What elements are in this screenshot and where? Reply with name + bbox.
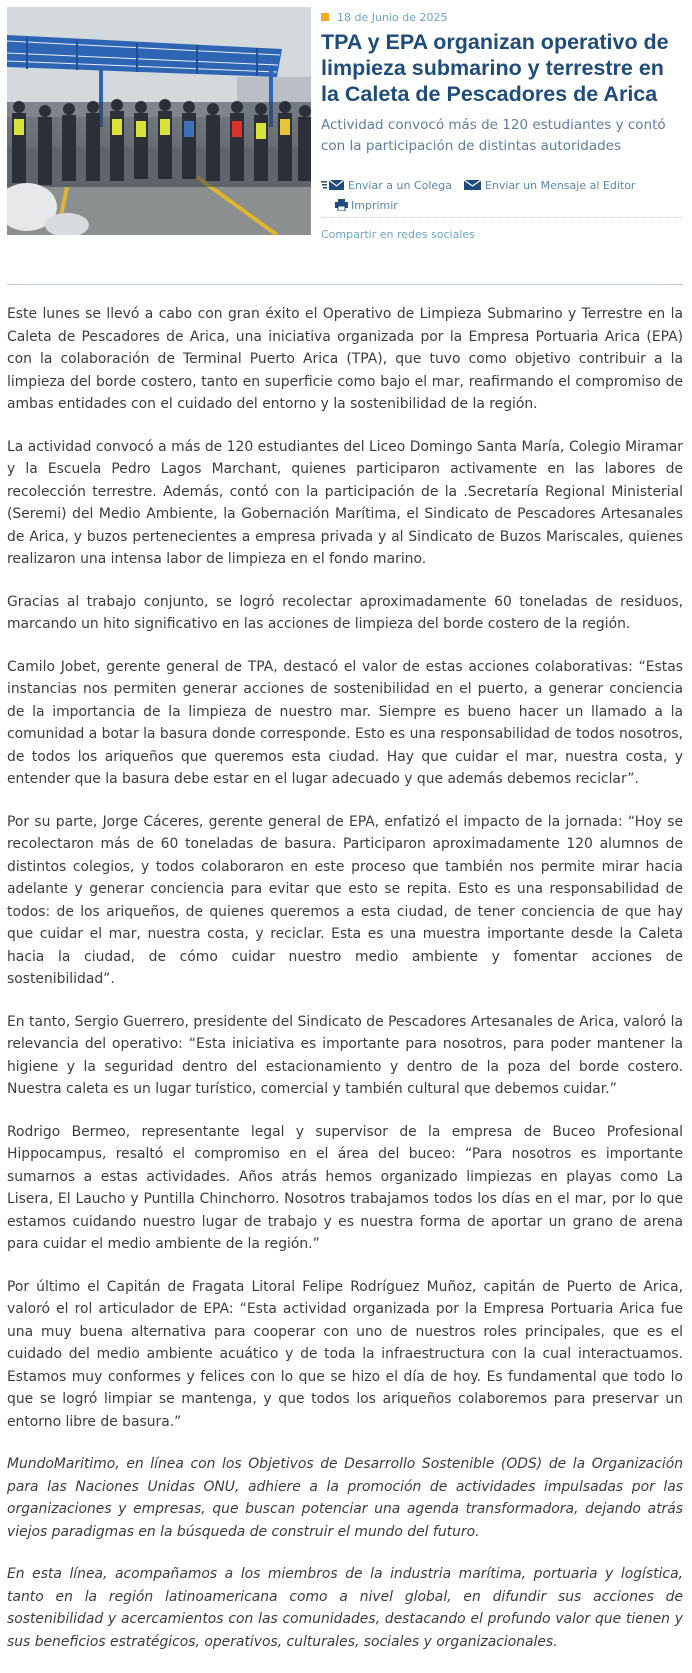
paragraph: Por su parte, Jorge Cáceres, gerente general de EPA, enfatizó el impacto de la jornada: “Hoy se recolectaron más de 60 toneladas de basura. Participaron aproximadamente 120 alumnos de distintos colegios, y todos colaboraron en este proceso que también nos permite mirar hacia adelante y generar conciencia para evitar que esto se repita. Esto es una responsabilidad de todos: de los ariqueños, de quienes queremos a esta ciudad, de tener conciencia de que hay que cuidar el mar, nuestra costa, y reciclar. Esta es una muestra importante desde la Caleta hacia la ciudad, de cómo cuidar nuestro medio ambiente y fomentar acciones de sostenibilidad”. [7, 813, 683, 987]
date-marker-icon [321, 13, 329, 21]
send-editor-link[interactable] [464, 179, 636, 192]
actions-divider [321, 217, 683, 218]
envelope-icon [464, 179, 482, 191]
date-row [321, 7, 683, 27]
article-header [7, 7, 683, 257]
action-row-1 [321, 175, 683, 195]
print-link[interactable] [335, 199, 398, 212]
share-social-link[interactable]: Compartir en redes sociales [321, 228, 475, 241]
print-label: Imprimir [351, 198, 398, 212]
article-body [7, 303, 683, 1673]
action-row-2 [321, 195, 683, 215]
paragraph: La actividad convocó a más de 120 estudiantes del Liceo Domingo Santa María, Colegio Miramar y la Escuela Pedro Lagos Marchant, quienes participaron activamente en las labores de recolección terrestre. Además, contó con la participación de la .Secretaría Regional Ministerial (Seremi) del Medio Ambiente, la Gobernación Marítima, el Sindicato de Pescadores Artesanales de Arica, y buzos pertenecientes a empresa privada y al Sindicato de Buzos Mariscales, quienes realizaron una intensa labor de limpieza en el fondo marino. [7, 438, 683, 567]
paragraph-italic: MundoMaritimo, en línea con los Objetivos de Desarrollo Sostenible (ODS) de la Organización para las Naciones Unidas ONU, adhiere a la promoción de actividades impulsadas por las organizaciones y empresas, que buscan potenciar una agenda transformadora, dejando atrás viejos paradigmas en la búsqueda de construir el mundo del futuro. [7, 1456, 683, 1540]
paragraph: Por último el Capitán de Fragata Litoral Felipe Rodríguez Muñoz, capitán de Puerto de Arica, valoró el rol articulador de EPA: “Esta actividad organizada por la Empresa Portuaria Arica fue una muy buena alternativa para cooperar con uno de nuestros roles principales, que es el cuidado del medio ambiente acuático y de toda la infraestructura con la cual interactuamos. Estamos muy conformes y felices con lo que se hizo el día de hoy. Es fundamental que todo lo que se logró limpiar se mantenga, y que todos los ariqueños colaboremos para preservar un entorno libre de basura.” [7, 1278, 683, 1430]
paragraph: Este lunes se llevó a cabo con gran éxito el Operativo de Limpieza Submarino y Terrestre en la Caleta de Pescadores de Arica, una iniciativa organizada por la Empresa Portuaria Arica (EPA) con la colaboración de Terminal Puerto Arica (TPA), que tuvo como objetivo contribuir a la limpieza del borde costero, tanto en superficie como bajo el mar, reafirmando el compromiso de ambas entidades con el cuidado del entorno y la sostenibilidad de la región. [7, 306, 683, 412]
send-colleague-label: Enviar a un Colega [348, 178, 452, 192]
send-editor-label: Enviar un Mensaje al Editor [484, 178, 636, 192]
paragraph: Gracias al trabajo conjunto, se logró recolectar aproximadamente 60 toneladas de residuos, marcando un hito significativo en las acciones de limpieza del borde costero de la región. [7, 593, 683, 632]
article-subtitle: Actividad convocó más de 120 estudiantes y contó con la participación de distintas autoridades [321, 117, 666, 154]
printer-icon [335, 199, 348, 211]
send-colleague-link[interactable] [321, 179, 452, 192]
paragraph-italic: En esta línea, acompañamos a los miembros de la industria marítima, portuaria y logística, tanto en la región latinoamericana como a nivel global, en difundir sus acciones de sostenibilidad y acercamientos con las comunidades, destacando el profundo valor que tienen y sus beneficios estratégicos, operativos, culturales, sociales y organizacionales. [7, 1566, 683, 1650]
article-actions [321, 175, 683, 241]
paragraph: Camilo Jobet, gerente general de TPA, destacó el valor de estas acciones colaborativas: “Estas instancias nos permiten generar acciones de sostenibilidad en el puerto, a generar conciencia de la importancia de la limpieza de nuestro mar. Siempre es bueno hacer un llamado a la comunidad a botar la basura donde corresponde. Esto es una responsabilidad de todos nosotros, de todos los ariqueños que queremos esta ciudad. Hay que cuidar el mar, nuestra costa, y entender que la basura debe estar en el lugar adecuado y que además debemos reciclar”. [7, 658, 683, 787]
send-colleague-icon [321, 179, 345, 191]
article-meta [321, 7, 683, 241]
article-title: TPA y EPA organizan operativo de limpieza submarino y terrestre en la Caleta de Pescadores de Arica [321, 30, 669, 106]
paragraph: Rodrigo Bermeo, representante legal y supervisor de la empresa de Buceo Profesional Hippocampus, resaltó el compromiso en el área del buceo: “Para nosotros es importante sumarnos a estas actividades. Años atrás hemos organizado limpiezas en playas como La Lisera, El Laucho y Puntilla Chinchorro. Nosotros trabajamos todos los días en el mar, por lo que estamos cuidando nuestro lugar de trabajo y es nuestra forma de aportar un grano de arena para cuidar el medio ambiente de la región.” [7, 1123, 683, 1252]
article-date: 18 de Junio de 2025 [337, 10, 448, 24]
article-photo [7, 7, 311, 235]
paragraph: En tanto, Sergio Guerrero, presidente del Sindicato de Pescadores Artesanales de Arica, valoró la relevancia del operativo: “Esta iniciativa es importante para nosotros, para poder mantener la higiene y la seguridad dentro del estacionamiento y dentro de la poza del borde costero. Nuestra caleta es un lugar turístico, comercial y también cultural que debemos cuidar.” [7, 1013, 683, 1097]
group-photo-illustration [7, 7, 311, 235]
header-divider [7, 284, 683, 285]
